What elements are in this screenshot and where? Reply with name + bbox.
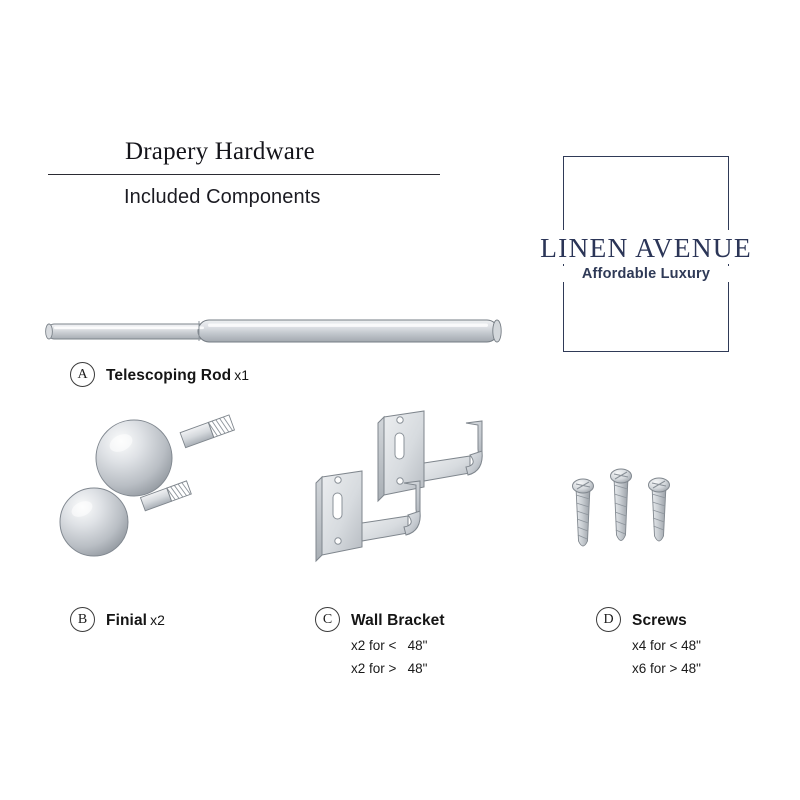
callout-finial	[70, 607, 165, 632]
callout-badge-d: D	[596, 607, 621, 632]
callout-text-a	[106, 362, 249, 387]
component-note-c-2: x2 for > 48"	[351, 661, 428, 677]
callout-text-b	[106, 607, 165, 632]
component-name-d: Screws	[632, 612, 687, 629]
callout-badge-a: A	[70, 362, 95, 387]
callout-screws	[596, 607, 701, 678]
brand-tagline: Affordable Luxury	[508, 266, 784, 282]
page-title: Drapery Hardware	[125, 138, 315, 165]
screw-icon	[565, 465, 695, 575]
component-note-d-1: x4 for < 48"	[632, 637, 701, 653]
finial-ball-icon	[60, 410, 290, 590]
callout-telescoping-rod	[70, 362, 249, 387]
brand-wordmark: LINEN AVENUE	[508, 230, 784, 264]
title-block	[48, 138, 448, 209]
component-qty-a: x1	[234, 367, 250, 383]
wall-bracket-icon	[310, 405, 510, 590]
page-subtitle: Included Components	[124, 186, 321, 208]
component-qty-b: x2	[150, 612, 165, 628]
callout-badge-c: C	[315, 607, 340, 632]
component-name-b: Finial	[106, 612, 148, 629]
callout-text-d	[632, 607, 701, 678]
component-name-a: Telescoping Rod	[106, 367, 232, 384]
title-divider	[48, 174, 440, 175]
telescoping-rod-icon	[40, 300, 510, 355]
brand-logo	[540, 148, 752, 360]
component-note-c-1: x2 for < 48"	[351, 637, 428, 653]
callout-wall-bracket	[315, 607, 445, 678]
callout-text-c	[351, 607, 445, 678]
component-name-c: Wall Bracket	[351, 612, 445, 629]
component-note-d-2: x6 for > 48"	[632, 661, 701, 677]
callout-badge-b: B	[70, 607, 95, 632]
